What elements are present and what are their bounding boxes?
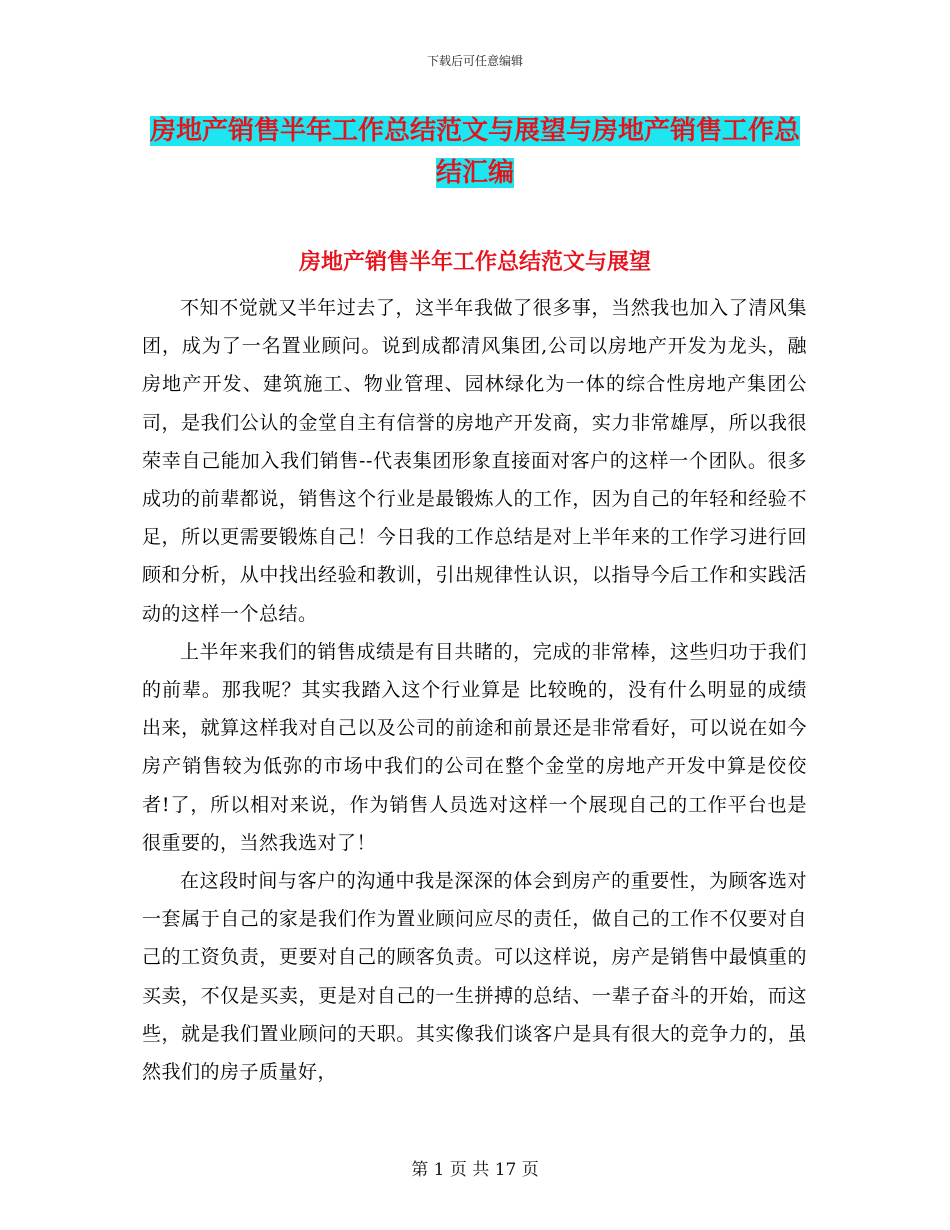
section-heading: 房地产销售半年工作总结范文与展望 xyxy=(298,250,651,275)
paragraph-1: 不知不觉就又半年过去了，这半年我做了很多事，当然我也加入了清风集团，成为了一名置业顾问。说到成都清风集团,公司以房地产开发为龙头，融房地产开发、建筑施工、物业管理、园林绿化为一体的综合性房地产集团公司，是我们公认的金堂自主有信誉的房地产开发商，实力非常雄厚，所以我很荣幸自己能加入我们销售--代表集团形象直接面对客户的这样一个团队。很多成功的前辈都说，销售这个行业是最锻炼人的工作，因为自己的年轻和经验不足，所以更需要锻炼自己！今日我的工作总结是对上半年来的工作学习进行回顾和分析，从中找出经验和教训，引出规律性认识，以指导今后工作和实践活动的这样一个总结。 xyxy=(142,297,807,625)
page-footer: 第 1 页 共 17 页 xyxy=(411,1160,539,1180)
paragraph-3: 在这段时间与客户的沟通中我是深深的体会到房产的重要性，为顾客选对一套属于自己的家是我们作为置业顾问应尽的责任，做自己的工作不仅要对自己的工资负责，更要对自己的顾客负责。可以这样说，房产是销售中最慎重的买卖，不仅是买卖，更是对自己的一生拼搏的总结、一辈子奋斗的开始，而这些，就是我们置业顾问的天职。其实像我们谈客户是具有很大的竞争力的，虽然我们的房子质量好， xyxy=(142,870,807,1084)
document-title xyxy=(150,110,800,194)
paragraph-2: 上半年来我们的销售成绩是有目共睹的，完成的非常棒，这些归功于我们的前辈。那我呢？其实我踏入这个行业算是 比较晚的，没有什么明显的成绩出来，就算这样我对自己以及公司的前途和前景还是非常看好，可以说在如今房产销售较为低弥的市场中我们的公司在整个金堂的房地产开发中算是佼佼者!了，所以相对来说，作为销售人员选对这样一个展现自己的工作平台也是很重要的，当然我选对了！ xyxy=(142,640,807,854)
document-title-text: 房地产销售半年工作总结范文与展望与房地产销售工作总结汇编 xyxy=(150,116,801,188)
body-text xyxy=(142,289,807,1091)
header-note: 下载后可任意编辑 xyxy=(426,54,523,68)
